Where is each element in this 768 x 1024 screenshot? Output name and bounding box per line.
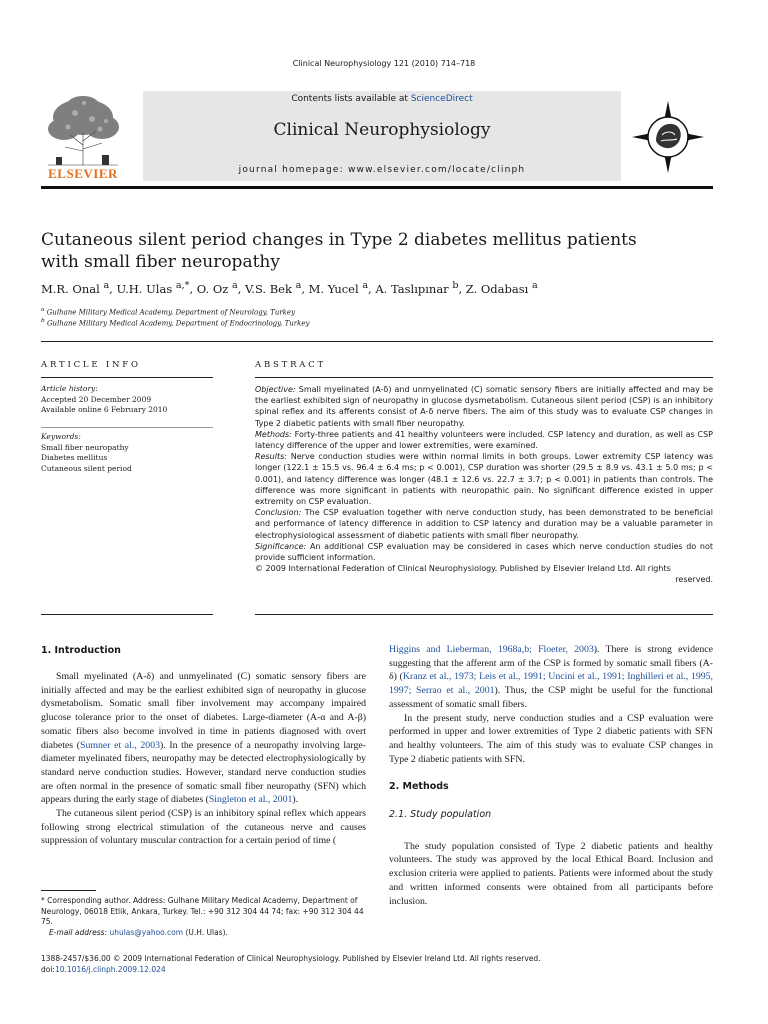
affiliation: $^b$ Gulhane Military Medical Academy, Department of Endocrinology, Turkey xyxy=(41,318,310,328)
methods-heading: 2. Methods xyxy=(389,781,449,793)
abstract-results: Nerve conduction studies were within normal limits in both groups. Lower extremity CSP latency was longer (122.1 ± 15.5 vs. 96.4 ± 6.4 ms; p < 0.001), CSP duration was shorter (29.5 ± 8.9 vs. 43.1 ± 5.0 ms; p < 0.001), and latency difference was longer (48.1 ± 12.6 vs. 22.7 ± 3.7; p < 0.001) in patients than controls. The difference was more significant in patients with neuropathic pain. No significant difference existed in upper extremity on CSP evaluation. xyxy=(255,452,713,507)
masthead-rule xyxy=(41,186,713,189)
keyword: Cutaneous silent period xyxy=(41,463,132,473)
abstract-significance: An additional CSP evaluation may be considered in cases which nerve conduction studies do not provide sufficient information. xyxy=(255,541,714,563)
body-column-right xyxy=(389,643,713,908)
citation-link[interactable]: Kranz et al., 1973; Leis et al., 1991; Uncini et al., 1991; Inghilleri et al., 1995, 1997; Serrao et al., 2001 xyxy=(389,671,714,697)
abstract-divider xyxy=(255,377,713,378)
contents-prefix: Contents lists available at xyxy=(291,94,411,104)
corresponding-author-footnote: * Corresponding author. Address: Gulhane Military Medical Academy, Department of Neurology, 06018 Etlik, Ankara, Turkey. Tel.: +90 312 304 44 74; fax: +90 312 304 44 75. E-mail address: uhulas@yahoo.com (U.H. Ulas). xyxy=(41,896,366,938)
intro-paragraph-1: Small myelinated (A-δ) and unmyelinated (C) somatic sensory fibers are initially affected and may be the earliest exhibited sign of neuropathy in glucose dysmetabolism. Somatic small fiber involvement may accompany impaired glucose tolerance prior to the onset of diabetes. Large-diameter (A-α and A-β) somatic fibers also become involved in time in patients diagnosed with overt diabetes (Sumner et al., 2003). In the presence of a neuropathy involving large-diameter myelinated fibers, neuropathy may be detected electrophysiologically by standard nerve conduction studies. However, standard nerve conduction studies are often normal in the presence of somatic small fiber neuropathy (SFN) which appears during the early stage of diabetes (Singleton et al., 2001). xyxy=(41,671,366,806)
accepted-date: Accepted 20 December 2009 xyxy=(41,394,152,404)
introduction-heading: 1. Introduction xyxy=(41,645,121,656)
keyword: Small fiber neuropathy xyxy=(41,442,129,452)
article-history xyxy=(41,384,213,416)
citation-link[interactable]: Singleton et al., 2001 xyxy=(208,794,293,806)
journal-citation: Clinical Neurophysiology 121 (2010) 714–718 xyxy=(292,59,476,68)
history-label: Article history: xyxy=(41,384,98,393)
author: M. Yucel $^a$ xyxy=(308,280,369,296)
sciencedirect-link[interactable]: ScienceDirect xyxy=(410,94,473,104)
abstract-methods: Forty-three patients and 41 healthy volunteers were included. CSP latency and duration, as well as CSP latency difference of the upper and lower extremities, were examined. xyxy=(255,429,713,451)
online-date: Available online 6 February 2010 xyxy=(41,405,168,414)
intro-paragraph-2-cont: Higgins and Lieberman, 1968a,b; Floeter, 2003). There is strong evidence suggesting that the afferent arm of the CSP is formed by somatic small fibers (A-δ) (Kranz et al., 1973; Leis et al., 1991; Uncini et al., 1991; Inghilleri et al., 1995, 1997; Serrao et al., 2001). Thus, the CSP might be useful for the functional assessment of somatic small fibers. xyxy=(389,644,714,710)
abstract-conclusion: The CSP evaluation together with nerve conduction study, has been demonstrated to be beneficial and performance of latency difference in addition to CSP latency and duration may be a valuable parameter in electrophysiological assessment of diabetic patients with small fiber neuropathy. xyxy=(255,508,713,540)
affiliation: $^a$ Gulhane Military Medical Academy, Department of Neurology, Turkey xyxy=(41,307,296,317)
study-population-heading: 2.1. Study population xyxy=(389,809,492,821)
abstract-reserved: reserved. xyxy=(675,575,713,585)
author: V.S. Bek $^a$ xyxy=(245,280,302,296)
history-divider xyxy=(41,427,213,428)
article-title xyxy=(41,229,661,273)
article-title-line-1: Cutaneous silent period changes in Type 2 diabetes mellitus patients xyxy=(41,230,637,250)
abstract-objective: Small myelinated (A-δ) and unmyelinated (C) somatic sensory fibers are initially affected and may be the earliest exhibited sign of neuropathy in glucose dysmetabolism. Cutaneous silent period (CSP) is an inhibitory spinal reflex and its afferents consist of A-δ nerve fibers. The aim of this study was to evaluate CSP changes in Type 2 diabetic patients with small fiber neuropathy. xyxy=(255,385,714,428)
citation-link[interactable]: Higgins and Lieberman, 1968a,b; Floeter, 2003 xyxy=(389,644,594,655)
author: M.R. Onal $^a$ xyxy=(41,280,110,296)
author: O. Oz $^a$ xyxy=(196,280,238,296)
abstract-heading: ABSTRACT xyxy=(255,360,326,370)
author: U.H. Ulas $^{a,*}$ xyxy=(116,280,190,296)
keywords-label: Keywords: xyxy=(41,432,81,441)
info-divider xyxy=(41,377,213,378)
journal-homepage[interactable]: journal homepage: www.elsevier.com/locate/clinph xyxy=(238,165,526,175)
journal-title: Clinical Neurophysiology xyxy=(273,120,491,140)
author-email-link[interactable]: uhulas@yahoo.com xyxy=(109,927,184,937)
issn-line: 1388-2457/$36.00 © 2009 International Federation of Clinical Neurophysiology. Published by Elsevier Ireland Ltd. All rights reserved. xyxy=(41,954,541,963)
intro-paragraph-2-start: The cutaneous silent period (CSP) is an inhibitory spinal reflex which appears following strong electrical stimulation of the cutaneous nerve and causes suppression of voluntary muscular contraction for a certain period of time ( xyxy=(41,808,366,847)
intro-paragraph-3: In the present study, nerve conduction studies and a CSP evaluation were performed in upper and lower extremities of Type 2 diabetic patients with SFN and healthy volunteers. The aim of this study was to evaluate CSP changes in Type 2 diabetic patients with SFN. xyxy=(389,712,713,765)
info-bottom-rule xyxy=(41,614,213,615)
article-title-line-2: with small fiber neuropathy xyxy=(41,252,280,272)
contents-line xyxy=(143,94,621,104)
page-footer: 1388-2457/$36.00 © 2009 International Federation of Clinical Neurophysiology. Published by Elsevier Ireland Ltd. All rights reserved. doi:10.1016/j.clinph.2009.12.024 xyxy=(41,953,713,975)
journal-cover-icon xyxy=(628,97,708,177)
abstract-body: Objective: Small myelinated (A-δ) and unmyelinated (C) somatic sensory fibers are initially affected and may be the earliest exhibited sign of neuropathy in glucose dysmetabolism. Cutaneous silent period (CSP) is an inhibitory spinal reflex and its afferents consist of A-δ nerve fibers. The aim of this study was to evaluate CSP changes in Type 2 diabetic patients with small fiber neuropathy. Methods: Forty-three patients and 41 healthy volunteers were included. CSP latency and duration, as well as CSP latency difference of the upper and lower extremities, were examined. Results: Nerve conduction studies were within normal limits in both groups. Lower extremity CSP latency was longer (122.1 ± 15.5 vs. 96.4 ± 6.4 ms; p < 0.001), CSP duration was shorter (29.5 ± 8.9 vs. 43.1 ± 5.0 ms; p < 0.001), and latency difference was longer (48.1 ± 12.6 vs. 22.7 ± 3.7; p < 0.001) in patients than controls. The difference was more significant in patients with neuropathic pain. No significant difference existed in upper extremity on CSP evaluation. Conclusion: The CSP evaluation together with nerve conduction study, has been demonstrated to be beneficial and performance of latency difference in addition to CSP latency and duration may be a valuable parameter in electrophysiological assessment of diabetic patients with small fiber neuropathy. Significance: An additional CSP evaluation may be considered in cases which nerve conduction studies do not provide sufficient information. © 2009 International Federation of Clinical Neurophysiology. Published by Elsevier Ireland Ltd. All rights reserved. xyxy=(255,385,714,585)
author: A. Taslıpınar $^b$ xyxy=(375,280,459,296)
abstract-bottom-rule xyxy=(255,614,713,615)
footnote-text: * Corresponding author. Address: Gulhane Military Medical Academy, Department of Neurology, 06018 Etlik, Ankara, Turkey. Tel.: +90 312 304 44 74; fax: +90 312 304 44 75. xyxy=(41,896,364,926)
citation-link[interactable]: Sumner et al., 2003 xyxy=(80,739,161,751)
author-list: M.R. Onal $^a$, U.H. Ulas $^{a,*}$, O. Oz $^a$, V.S. Bek $^a$, M. Yucel $^a$, A. Taslıpınar $^b$, Z. Odabası $^a$ xyxy=(41,280,538,296)
body-column-left xyxy=(41,670,366,848)
keywords-block xyxy=(41,432,213,474)
methods-paragraph-1: The study population consisted of Type 2 diabetic patients and healthy volunteers. The study was approved by the local Ethical Board. Inclusion and exclusion criteria were applied to patients. Patients were informed about the study and written informed consents were obtained from all participants before inclusion. xyxy=(389,840,713,907)
doi-link[interactable]: 10.1016/j.clinph.2009.12.024 xyxy=(54,965,166,974)
elsevier-wordmark: ELSEVIER xyxy=(48,166,118,181)
keyword: Diabetes mellitus xyxy=(41,453,108,462)
author: Z. Odabası $^a$ xyxy=(465,280,538,296)
article-info-heading: ARTICLE INFO xyxy=(41,360,141,370)
title-divider xyxy=(41,341,713,342)
footnote-rule xyxy=(41,890,96,891)
abstract-copyright: © 2009 International Federation of Clinical Neurophysiology. Published by Elsevier Ireland Ltd. All rights xyxy=(255,564,671,574)
